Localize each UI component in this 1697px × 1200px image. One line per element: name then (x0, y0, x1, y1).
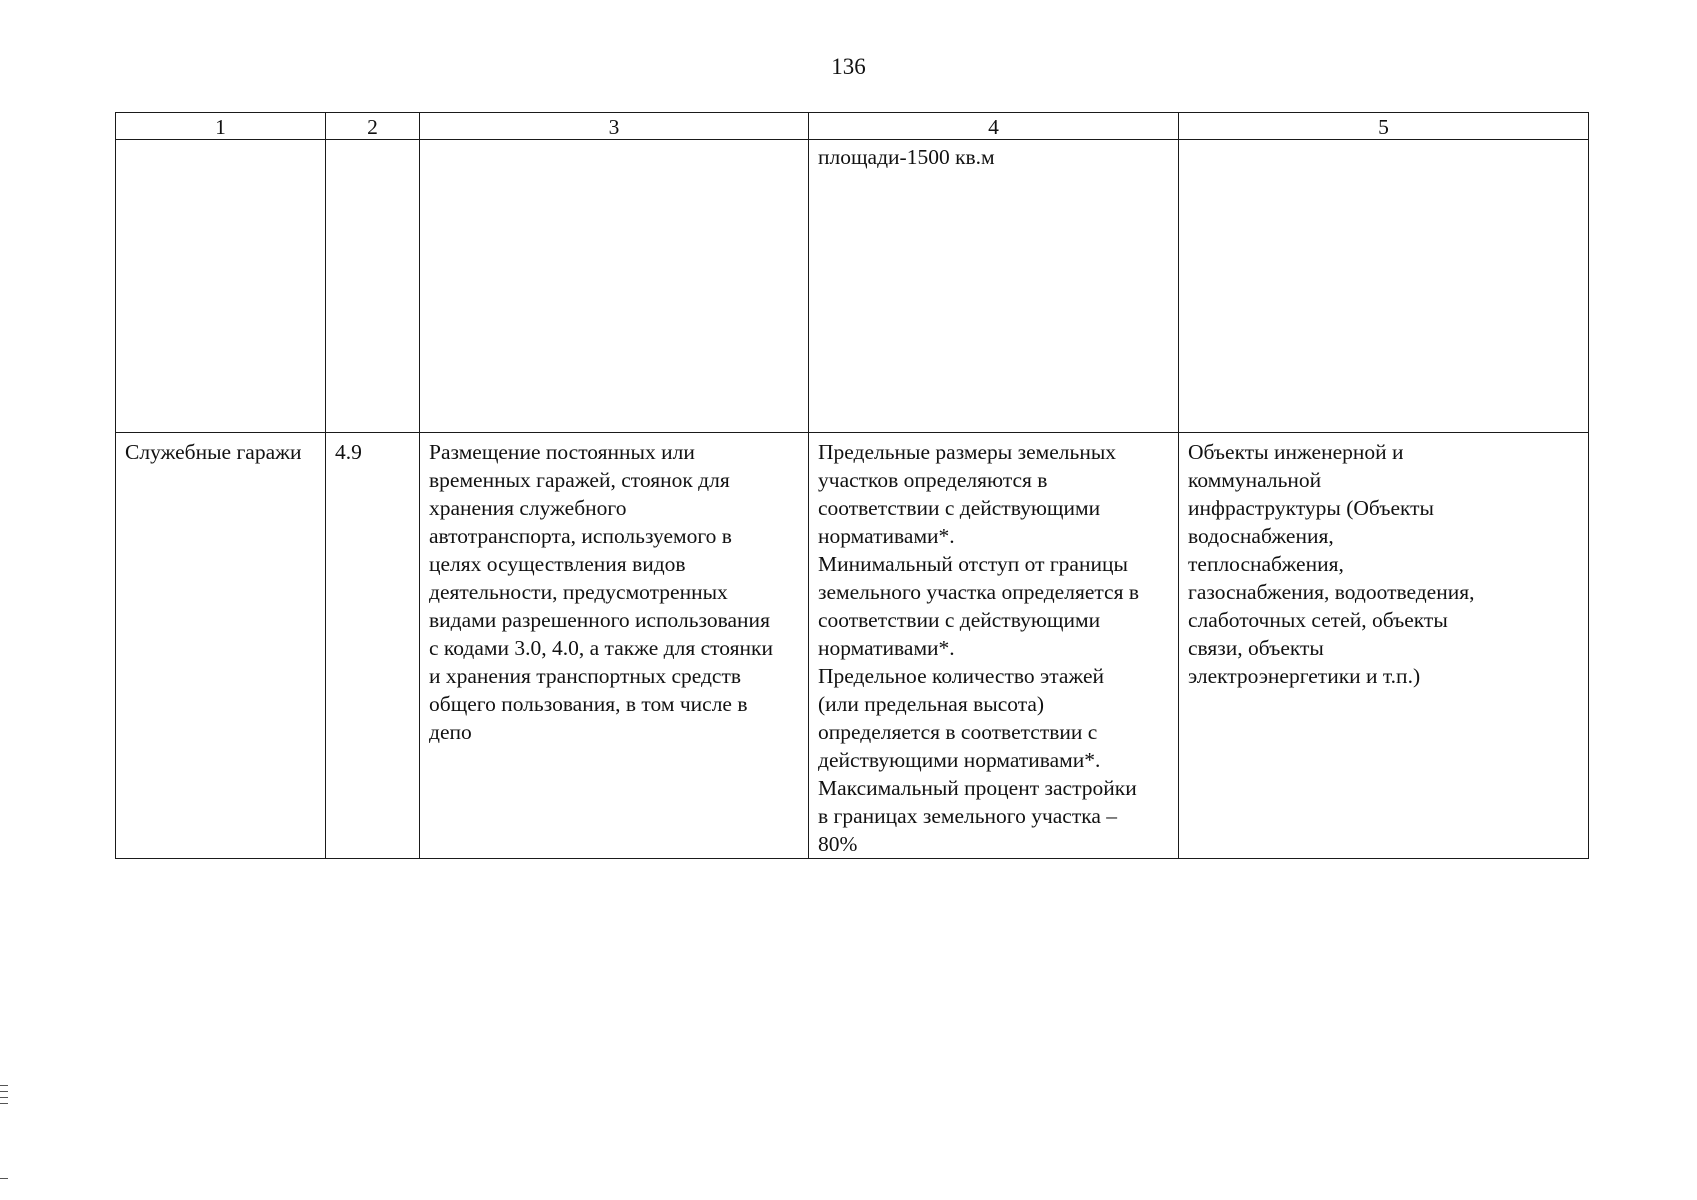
column-header-1: 1 (116, 113, 326, 140)
cell-continuation-parameters: площади-1500 кв.м (809, 140, 1179, 433)
cell-text-line: инфраструктуры (Объекты (1188, 496, 1435, 520)
cell-text-line: в границах земельного участка – (818, 804, 1118, 828)
scan-mark (0, 1103, 8, 1104)
cell-text-line: действующими нормативами*. (818, 748, 1101, 772)
scan-mark (0, 1091, 8, 1092)
cell-continuation-code (326, 140, 420, 433)
parameters-text (818, 438, 1170, 858)
cell-text-line: газоснабжения, водоотведения, (1188, 580, 1475, 604)
cell-continuation-description (420, 140, 809, 433)
cell-text-line: видами разрешенного использования (429, 608, 770, 632)
table-row-service-garages (116, 433, 1589, 859)
cell-text-line: 80% (818, 832, 858, 856)
cell-text-line: водоснабжения, (1188, 524, 1334, 548)
cell-text-line: с кодами 3.0, 4.0, а также для стоянки (429, 636, 773, 660)
cell-use-name: Служебные гаражи (116, 433, 326, 859)
cell-text-line: деятельности, предусмотренных (429, 580, 728, 604)
cell-text-line: земельного участка определяется в (818, 580, 1139, 604)
cell-use-objects (1179, 433, 1589, 859)
scan-mark (0, 1178, 8, 1179)
column-header-2: 2 (326, 113, 420, 140)
cell-text-line: общего пользования, в том числе в (429, 692, 748, 716)
cell-text-line: определяется в соответствии с (818, 720, 1098, 744)
cell-text-line: временных гаражей, стоянок для (429, 468, 730, 492)
cell-text-line: нормативами*. (818, 524, 955, 548)
objects-text (1188, 438, 1580, 690)
table-header-row (116, 113, 1589, 140)
cell-text-line: Предельное количество этажей (818, 664, 1105, 688)
cell-use-parameters (809, 433, 1179, 859)
cell-text-line: Размещение постоянных или (429, 440, 695, 464)
cell-text-line: и хранения транспортных средств (429, 664, 742, 688)
cell-text-line: связи, объекты (1188, 636, 1324, 660)
cell-text-line: участков определяются в (818, 468, 1048, 492)
page-number: 136 (831, 54, 866, 79)
cell-text-line: хранения служебного (429, 496, 627, 520)
cell-text-line: Объекты инженерной и (1188, 440, 1404, 464)
cell-text-line: слаботочных сетей, объекты (1188, 608, 1448, 632)
cell-continuation-objects (1179, 140, 1589, 433)
cell-text-line: соответствии с действующими (818, 496, 1101, 520)
cell-text-line: нормативами*. (818, 636, 955, 660)
cell-use-description (420, 433, 809, 859)
cell-text-line: коммунальной (1188, 468, 1322, 492)
cell-continuation-name (116, 140, 326, 433)
cell-text-line: теплоснабжения, (1188, 552, 1344, 576)
description-text (429, 438, 800, 746)
cell-text-line: автотранспорта, используемого в (429, 524, 732, 548)
scan-mark (0, 1097, 8, 1098)
column-header-4: 4 (809, 113, 1179, 140)
column-header-3: 3 (420, 113, 809, 140)
cell-use-code: 4.9 (326, 433, 420, 859)
cell-text-line: соответствии с действующими (818, 608, 1101, 632)
scan-mark (0, 1085, 8, 1086)
cell-text-line: Предельные размеры земельных (818, 440, 1117, 464)
cell-text-line: электроэнергетики и т.п.) (1188, 664, 1421, 688)
cell-text-line: Максимальный процент застройки (818, 776, 1137, 800)
cell-text-line: Минимальный отступ от границы (818, 552, 1128, 576)
cell-text-line: (или предельная высота) (818, 692, 1045, 716)
column-header-5: 5 (1179, 113, 1589, 140)
table-row-continuation (116, 140, 1589, 433)
zoning-table (115, 112, 1589, 859)
cell-text-line: целях осуществления видов (429, 552, 686, 576)
cell-text-line: депо (429, 720, 472, 744)
